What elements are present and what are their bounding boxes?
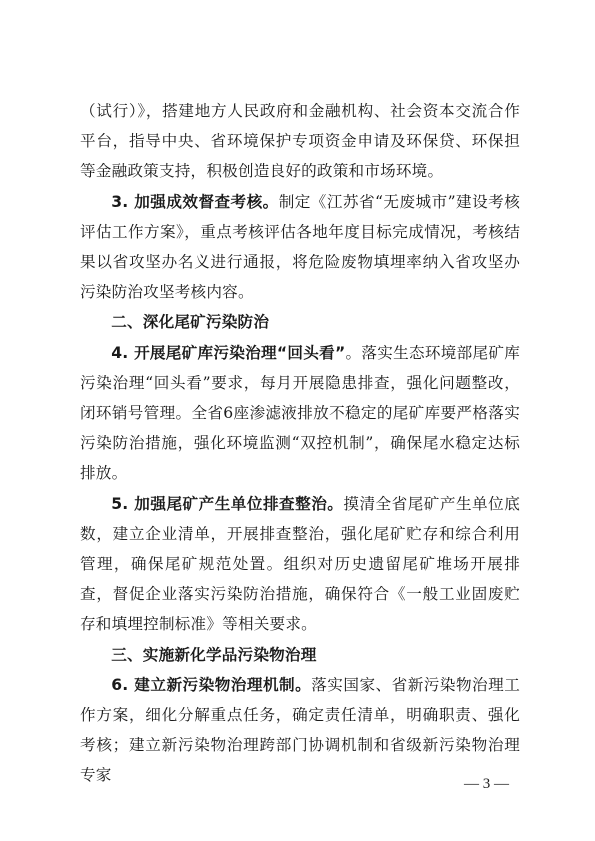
paragraph-item-5 xyxy=(80,489,520,640)
item-4-lead: 4. 开展尾矿库污染治理“回头看” xyxy=(111,343,346,362)
item-5-lead: 5. 加强尾矿产生单位排查整治。 xyxy=(111,494,344,513)
item-5-text: 摸清全省尾矿产生单位底数，建立企业清单，开展排查整治，强化尾矿贮存和综合利用管理，确保尾矿规范处置。组织对历史遗留尾矿堆场开展排查，督促企业落实污染防治措施，确保符合《一般工业固废贮存和填埋控制标准》等相关要求。 xyxy=(80,494,521,634)
paragraph-item-6 xyxy=(80,670,520,791)
paragraph-item-3 xyxy=(80,187,520,308)
document-body xyxy=(80,96,520,791)
item-6-text: 落实国家、省新污染物治理工作方案，细化分解重点任务，确定责任清单，明确职责、强化考核；建立新污染物治理跨部门协调机制和省级新污染物治理专家 xyxy=(80,675,520,785)
paragraph-continuation xyxy=(80,96,520,187)
paragraph-item-4 xyxy=(80,338,520,489)
item-3-lead: 3. 加强成效督查考核。 xyxy=(111,192,279,211)
item-4-text: 。落实生态环境部尾矿库污染治理“回头看”要求，每月开展隐患排查，强化问题整改，闭环销号管理。全省6座渗滤液排放不稳定的尾矿库要严格落实污染防治措施，强化环境监测“双控机制”，确保尾水稳定达标排放。 xyxy=(80,343,520,483)
section-heading-3: 三、实施新化学品污染物治理 xyxy=(111,645,317,664)
page-number: — 3 — xyxy=(464,776,509,792)
item-3-text: 制定《江苏省“无废城市”建设考核评估工作方案》，重点考核评估各地年度目标完成情况，考核结果以省攻坚办名义进行通报，将危险废物填埋率纳入省攻坚办污染防治攻坚考核内容。 xyxy=(80,192,520,302)
section-heading-2: 二、深化尾矿污染防治 xyxy=(111,313,270,332)
item-6-lead: 6. 建立新污染物治理机制。 xyxy=(111,675,312,694)
paragraph-text: （试行）》，搭建地方人民政府和金融机构、社会资本交流合作平台，指导中央、省环境保护专项资金申请及环保贷、环保担等金融政策支持，积极创造良好的政策和市场环境。 xyxy=(80,102,520,181)
